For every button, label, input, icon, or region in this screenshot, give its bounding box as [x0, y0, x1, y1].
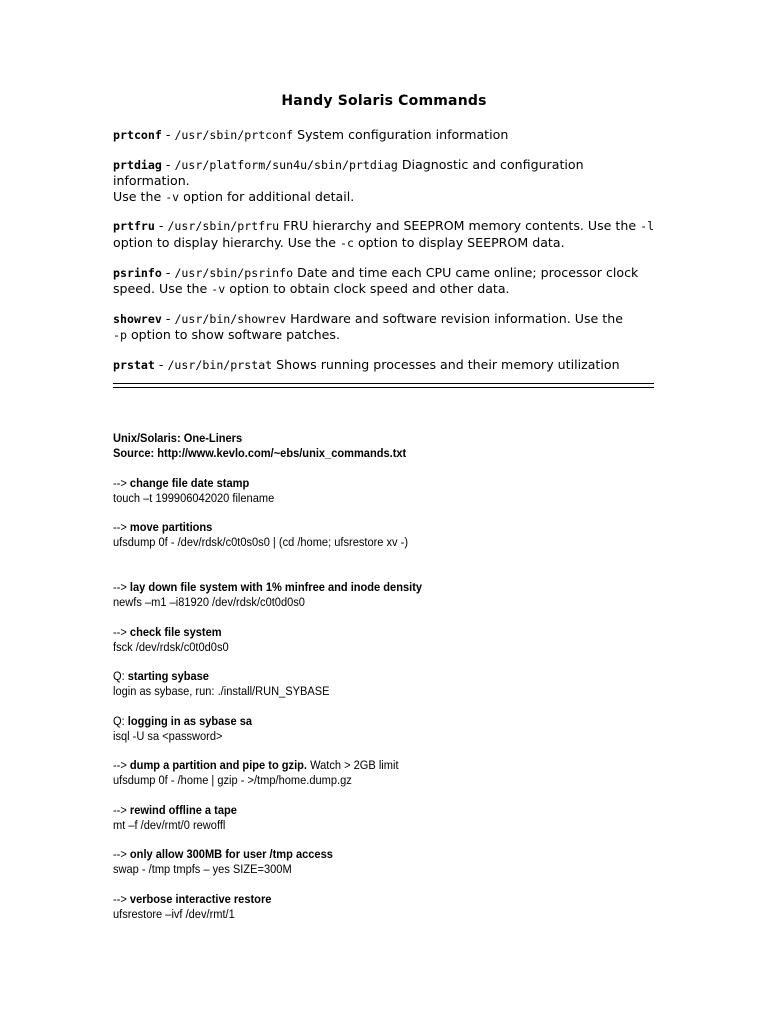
- command-description: option to obtain clock speed and other data.: [225, 281, 510, 297]
- command-path: /usr/bin/showrev: [174, 311, 287, 326]
- entry-heading: [113, 803, 671, 818]
- command-prtconf: [113, 127, 658, 144]
- entry-heading: [113, 892, 671, 907]
- divider-line: [113, 387, 654, 388]
- entry-title: change file date stamp: [129, 476, 250, 490]
- entry-title: move partitions: [129, 520, 213, 534]
- command-name: prtdiag: [113, 157, 162, 172]
- entry-title: rewind offline a tape: [129, 803, 237, 817]
- command-name: prtconf: [113, 128, 162, 142]
- command-description: option to display hierarchy. Use the: [113, 234, 340, 250]
- entry-title: verbose interactive restore: [129, 892, 272, 906]
- command-description: System configuration information: [293, 127, 509, 142]
- one-liner-entry: [113, 892, 671, 922]
- entry-heading: [113, 847, 671, 862]
- separator: -: [161, 264, 175, 280]
- separator: -: [161, 310, 175, 326]
- command-path: /usr/sbin/prtconf: [174, 128, 294, 142]
- command-description: option to display SEEPROM data.: [353, 234, 565, 250]
- entry-prefix: -->: [113, 847, 130, 861]
- separator: -: [161, 127, 175, 142]
- command-description: FRU hierarchy and SEEPROM memory contents. Use the: [279, 218, 641, 234]
- entry-heading: [113, 625, 671, 640]
- command-description: Hardware and software revision information. Use the: [286, 310, 623, 326]
- entry-command: isql -U sa <password>: [113, 729, 223, 743]
- entry-command: ufsdump 0f - /dev/rdsk/c0t0s0s0 | (cd /home; ufsrestore xv -): [113, 535, 409, 549]
- command-psrinfo: [113, 265, 658, 298]
- one-liner-entry: [113, 669, 671, 699]
- entry-heading: [113, 476, 671, 491]
- command-showrev: [113, 311, 658, 344]
- entry-title: logging in as sybase sa: [127, 714, 253, 728]
- command-prtfru: [113, 218, 658, 251]
- entry-title: check file system: [129, 625, 222, 639]
- document-title: Handy Solaris Commands: [281, 93, 487, 109]
- entry-prefix: -->: [113, 625, 130, 639]
- entry-command: fsck /dev/rdsk/c0t0d0s0: [113, 640, 229, 654]
- entry-command: touch –t 199906042020 filename: [113, 491, 275, 505]
- command-list: [113, 127, 658, 387]
- command-path: /usr/sbin/psrinfo: [174, 265, 294, 280]
- entry-note: Watch > 2GB limit: [306, 758, 399, 772]
- entry-prefix: -->: [113, 758, 130, 772]
- command-option: -v: [165, 189, 180, 204]
- divider-line: [113, 383, 654, 384]
- entry-heading: [113, 669, 671, 684]
- one-liner-entry: [113, 476, 671, 506]
- one-liner-entry: [113, 803, 671, 833]
- entry-command: mt –f /dev/rmt/0 rewoffl: [113, 818, 226, 832]
- separator: -: [154, 356, 168, 372]
- entry-heading: [113, 758, 671, 773]
- source-line: Source: http://www.kevlo.com/~ebs/unix_commands.txt: [113, 446, 407, 460]
- entry-command: swap - /tmp tmpfs – yes SIZE=300M: [113, 862, 292, 876]
- command-description: option for additional detail.: [179, 188, 355, 204]
- entry-prefix: -->: [113, 580, 130, 594]
- command-option: -c: [340, 235, 354, 250]
- entry-prefix: Q:: [113, 714, 128, 728]
- entry-command: newfs –m1 –i81920 /dev/rdsk/c0t0d0s0: [113, 595, 305, 609]
- entry-title: dump a partition and pipe to gzip.: [129, 758, 307, 772]
- one-liner-entry: [113, 625, 671, 655]
- one-liners-section: [113, 431, 617, 921]
- command-name: prtfru: [113, 219, 155, 234]
- command-path: /usr/platform/sun4u/sbin/prtdiag: [174, 157, 398, 172]
- command-path: /usr/sbin/prtfru: [167, 219, 280, 234]
- entry-title: lay down file system with 1% minfree and inode density: [129, 580, 423, 594]
- entry-title: starting sybase: [127, 669, 209, 683]
- entry-prefix: -->: [113, 520, 130, 534]
- entry-command: login as sybase, run: ./install/RUN_SYBASE: [113, 684, 330, 698]
- entry-heading: [113, 520, 671, 535]
- entry-prefix: Q:: [113, 669, 128, 683]
- one-liner-entry: [113, 714, 671, 744]
- command-description: Use the: [113, 188, 166, 204]
- command-option: -p: [113, 328, 127, 343]
- command-name: showrev: [113, 311, 162, 326]
- command-name: prstat: [113, 357, 155, 372]
- one-liner-entry: [113, 520, 671, 550]
- command-name: psrinfo: [113, 265, 162, 280]
- command-path: /usr/bin/prstat: [167, 357, 273, 372]
- separator: -: [161, 156, 175, 172]
- section-heading: Unix/Solaris: One-Liners: [113, 431, 243, 445]
- command-description: Diagnostic and configuration information.: [113, 156, 584, 189]
- command-description: Date and time each CPU came online; processor clock speed. Use the: [113, 264, 639, 297]
- entry-prefix: -->: [113, 803, 130, 817]
- command-prstat: [113, 357, 658, 374]
- command-description: Shows running processes and their memory utilization: [272, 356, 620, 372]
- one-liner-entry: [113, 580, 671, 610]
- entry-prefix: -->: [113, 476, 130, 490]
- separator: -: [154, 218, 168, 234]
- entry-command: ufsrestore –ivf /dev/rmt/1: [113, 907, 235, 921]
- entry-heading: [113, 580, 671, 595]
- entry-heading: [113, 714, 671, 729]
- one-liner-entry: [113, 758, 671, 788]
- command-option: -v: [211, 282, 226, 297]
- command-description: option to show software patches.: [126, 327, 340, 343]
- command-prtdiag: [113, 157, 658, 206]
- one-liner-entry: [113, 847, 671, 877]
- entry-title: only allow 300MB for user /tmp access: [129, 847, 333, 861]
- command-option: -l: [640, 219, 655, 234]
- entry-prefix: -->: [113, 892, 130, 906]
- entry-command: ufsdump 0f - /home | gzip - >/tmp/home.dump.gz: [113, 773, 352, 787]
